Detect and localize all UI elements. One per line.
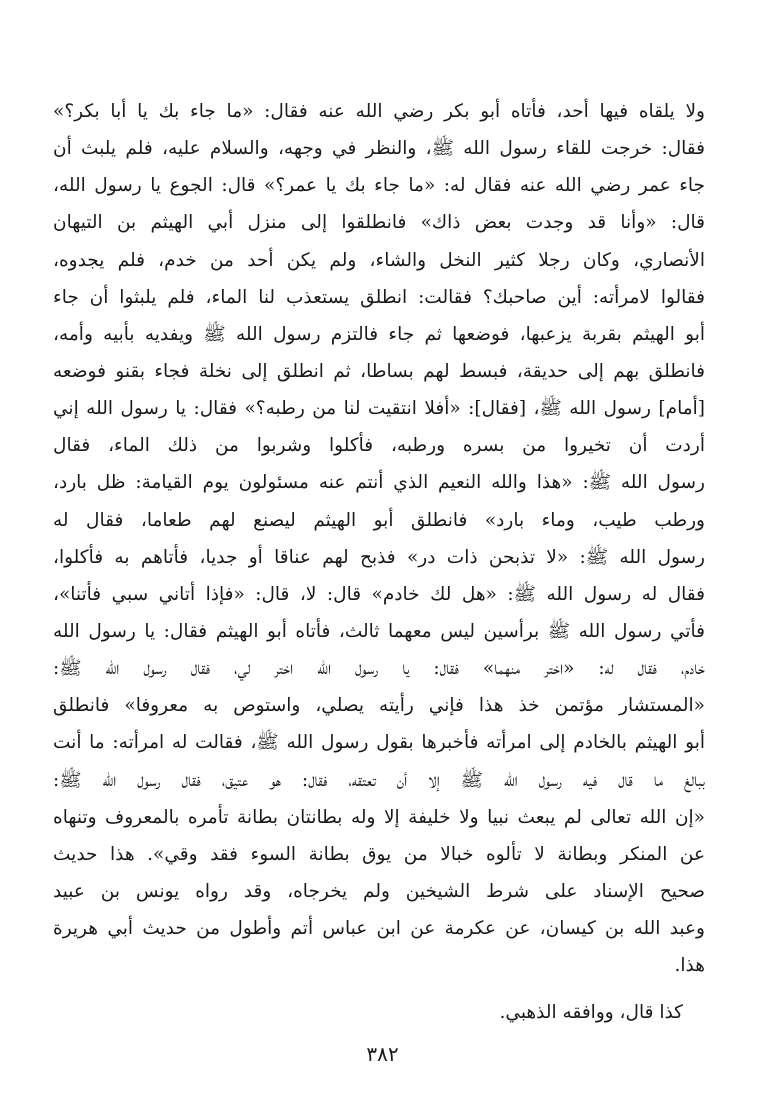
text-line: خادم، فقال له: «اختر منهما» فقال: يا رسول الله اختر لي، فقال رسول الله ﷺ: (53, 658, 705, 680)
body-text (53, 93, 705, 1032)
text-line: فقال: خرجت للقاء رسول الله ﷺ، والنظر في وجهه، والسلام عليه، فلم يلبث أن (53, 138, 705, 160)
text-line: فقالوا لامرأته: أين صاحبك؟ فقالت: انطلق يستعذب لنا الماء، فلم يلبثوا أن جاء (53, 286, 705, 308)
text-line: وعبد الله بن كيسان، عن عكرمة عن ابن عباس أتم وأطول من حديث أبي هريرة (53, 918, 705, 940)
text-line: الأنصاري، وكان رجلا كثير النخل والشاء، ولم يكن أحد من خدم، فلم يجدوه، (53, 249, 705, 271)
text-line: [أمام] رسول الله ﷺ، [فقال]: «أفلا انتقيت لنا من رطبه؟» فقال: يا رسول الله إني (53, 398, 705, 420)
text-line: «إن الله تعالى لم يبعث نبيا ولا خليفة إلا وله بطانتان بطانة تأمره بالمعروف وتنهاه (53, 806, 705, 828)
text-line: جاء عمر رضي الله عنه فقال له: «ما جاء بك يا عمر؟» قال: الجوع يا رسول الله، (53, 175, 705, 197)
text-line: أردت أن تخيروا من بسره ورطبه، فأكلوا وشربوا من ذلك الماء، فقال (53, 435, 705, 457)
text-line: هذا. (674, 955, 705, 977)
text-line: فقال له رسول الله ﷺ: «هل لك خادم» قال: لا، قال: «فإذا أتاني سبي فأتنا»، (53, 583, 705, 605)
text-line: ببالغ ما قال فيه رسول الله ﷺ إلا أن تعتقه، فقال: هو عتيق، فقال رسول الله ﷺ: (53, 769, 705, 791)
text-line: أبو الهيثم بقربة يزعبها، فوضعها ثم جاء فالتزم رسول الله ﷺ ويفديه بأبيه وأمه، (53, 323, 705, 345)
text-line: فانطلق بهم إلى حديقة، فبسط لهم بساطا، ثم انطلق إلى نخلة فجاء بقنو فوضعه (53, 360, 705, 382)
closing-note: كذا قال، ووافقه الذهبي. (499, 1002, 683, 1024)
text-line: رسول الله ﷺ: «لا تذبحن ذات در» فذبح لهم عناقا أو جديا، فأتاهم به فأكلوا، (53, 546, 705, 568)
text-line: فأتي رسول الله ﷺ برأسين ليس معهما ثالث، فأتاه أبو الهيثم فقال: يا رسول الله (53, 620, 705, 642)
text-line: ولا يلقاه فيها أحد، فأتاه أبو بكر رضي الله عنه فقال: «ما جاء بك يا أبا بكر؟» (53, 101, 705, 122)
text-line: ورطب طيب، وماء بارد» فانطلق أبو الهيثم ليصنع لهم طعاما، فقال له (53, 509, 705, 531)
text-line: عن المنكر وبطانة لا تألوه خبالا من يوق بطانة السوء فقد وقي». هذا حديث (53, 843, 705, 865)
text-line: صحيح الإسناد على شرط الشيخين ولم يخرجاه، وقد رواه يونس بن عبيد (53, 880, 705, 902)
page-number: ٣٨٢ (366, 1042, 399, 1066)
text-line: رسول الله ﷺ: «هذا والله النعيم الذي أنتم عنه مسئولون يوم القيامة: ظل بارد، (53, 472, 705, 494)
text-line: أبو الهيثم بالخادم إلى امرأته فأخبرها بقول رسول الله ﷺ، فقالت له امرأته: ما أنت (53, 732, 705, 754)
text-line: قال: «وأنا قد وجدت بعض ذاك» فانطلقوا إلى منزل أبي الهيثم بن التيهان (53, 212, 705, 234)
text-line: «المستشار مؤتمن خذ هذا فإني رأيته يصلي، واستوص به معروفا» فانطلق (53, 695, 705, 717)
